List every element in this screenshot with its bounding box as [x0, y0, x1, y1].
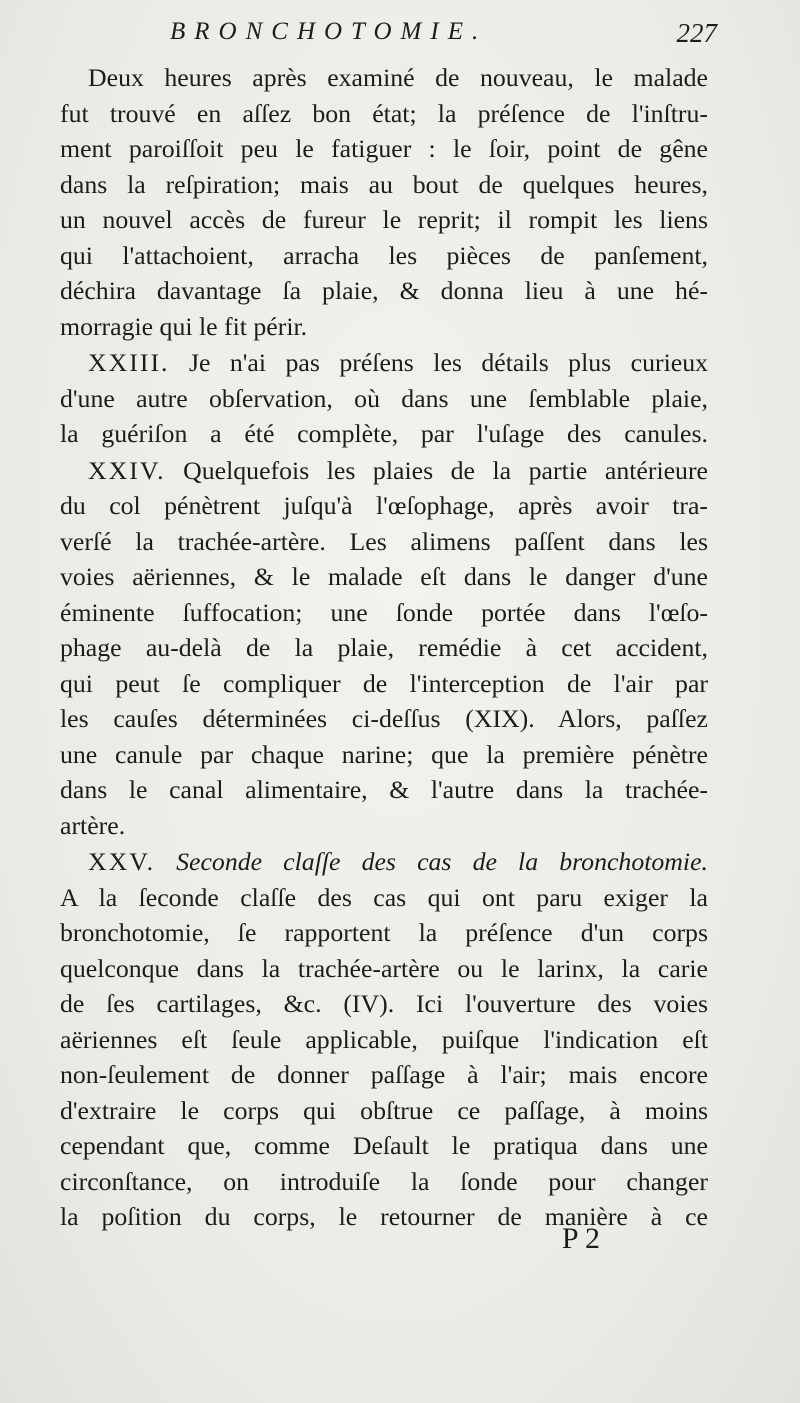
- text-line: Deux heures après examiné de nouveau, le malade: [88, 63, 708, 92]
- text-line: un nouvel accès de fureur le reprit; il rompit les liens: [60, 205, 708, 234]
- paragraph-1: [60, 60, 708, 344]
- text-line: circonſtance, on introduiſe la ſonde pour changer: [60, 1166, 708, 1196]
- text-line: éminente ſuffocation; une ſonde portée dans l'œſo-: [60, 597, 708, 627]
- page-number: 227: [676, 18, 717, 48]
- text-line: d'une autre obſervation, où dans une ſemblable plaie,: [60, 383, 708, 413]
- text-line: artère.: [60, 810, 126, 840]
- text-line: fut trouvé en aſſez bon état; la préſence de l'inſtru-: [60, 98, 708, 128]
- section-label: XXIII.: [88, 348, 170, 377]
- section-heading: Seconde claſſe des cas de la bronchotomie.: [176, 847, 708, 876]
- text-line: non-ſeulement de donner paſſage à l'air; mais encore: [60, 1060, 708, 1089]
- text-line: A la ſeconde claſſe des cas qui ont paru exiger la: [60, 882, 708, 912]
- paragraph-xxiii: [60, 345, 708, 452]
- text-line: d'extraire le corps qui obſtrue ce paſſage, à moins: [60, 1095, 708, 1125]
- text-line: bronchotomie, ſe rapportent la préſence d'un corps: [60, 918, 708, 947]
- text-line: quelconque dans la trachée-artère ou le larinx, la carie: [60, 953, 708, 983]
- text-line-with-label: [60, 345, 708, 381]
- text-line: du col pénètrent juſqu'à l'œſophage, après avoir tra-: [60, 491, 708, 520]
- text-line: la poſition du corps, le retourner de manière à ce: [60, 1202, 708, 1231]
- section-label: XXV.: [88, 847, 156, 876]
- text-line: une canule par chaque narine; que la première pénètre: [60, 739, 708, 769]
- text-line: déchira davantage ſa plaie, & donna lieu à une hé-: [60, 276, 708, 305]
- text-line-with-label: [60, 453, 708, 489]
- signature-mark: P 2: [561, 1222, 600, 1255]
- text-line: dans le canal alimentaire, & l'autre dans la trachée-: [60, 775, 708, 804]
- paragraph-xxiv: [60, 453, 708, 844]
- text-line: Quelquefois les plaies de la partie antérieure: [183, 455, 708, 485]
- text-line: morragie qui le fit périr.: [60, 311, 308, 341]
- text-line: cependant que, comme Deſault le pratiqua dans une: [60, 1131, 708, 1160]
- text-line: les cauſes déterminées ci-deſſus (XIX). Alors, paſſez: [60, 704, 708, 733]
- running-title: BRONCHOTOMIE.: [170, 18, 488, 45]
- text-line: aëriennes eſt ſeule applicable, puiſque l'indication eſt: [60, 1024, 708, 1054]
- text-line-with-label: [60, 844, 708, 880]
- body-text: [60, 60, 708, 1236]
- section-label: XXIV.: [88, 455, 166, 485]
- text-line: dans la reſpiration; mais au bout de quelques heures,: [60, 169, 708, 199]
- text-line: voies aëriennes, & le malade eſt dans le danger d'une: [60, 562, 708, 591]
- page-header: [60, 18, 717, 54]
- paragraph-xxv: [60, 844, 708, 1235]
- text-line: qui l'attachoient, arracha les pièces de panſement,: [60, 240, 708, 270]
- text-line: de ſes cartilages, &c. (IV). Ici l'ouverture des voies: [60, 989, 708, 1018]
- text-line: qui peut ſe compliquer de l'interception de l'air par: [60, 668, 708, 698]
- text-line: ment paroiſſoit peu le fatiguer : le ſoir, point de gêne: [60, 134, 708, 163]
- text-line: Je n'ai pas préſens les détails plus curieux: [188, 348, 708, 377]
- text-line: la guériſon a été complète, par l'uſage des canules.: [60, 419, 708, 448]
- text-line: phage au-delà de la plaie, remédie à cet accident,: [60, 633, 708, 662]
- text-line: verſé la trachée-artère. Les alimens paſſent dans les: [60, 526, 708, 556]
